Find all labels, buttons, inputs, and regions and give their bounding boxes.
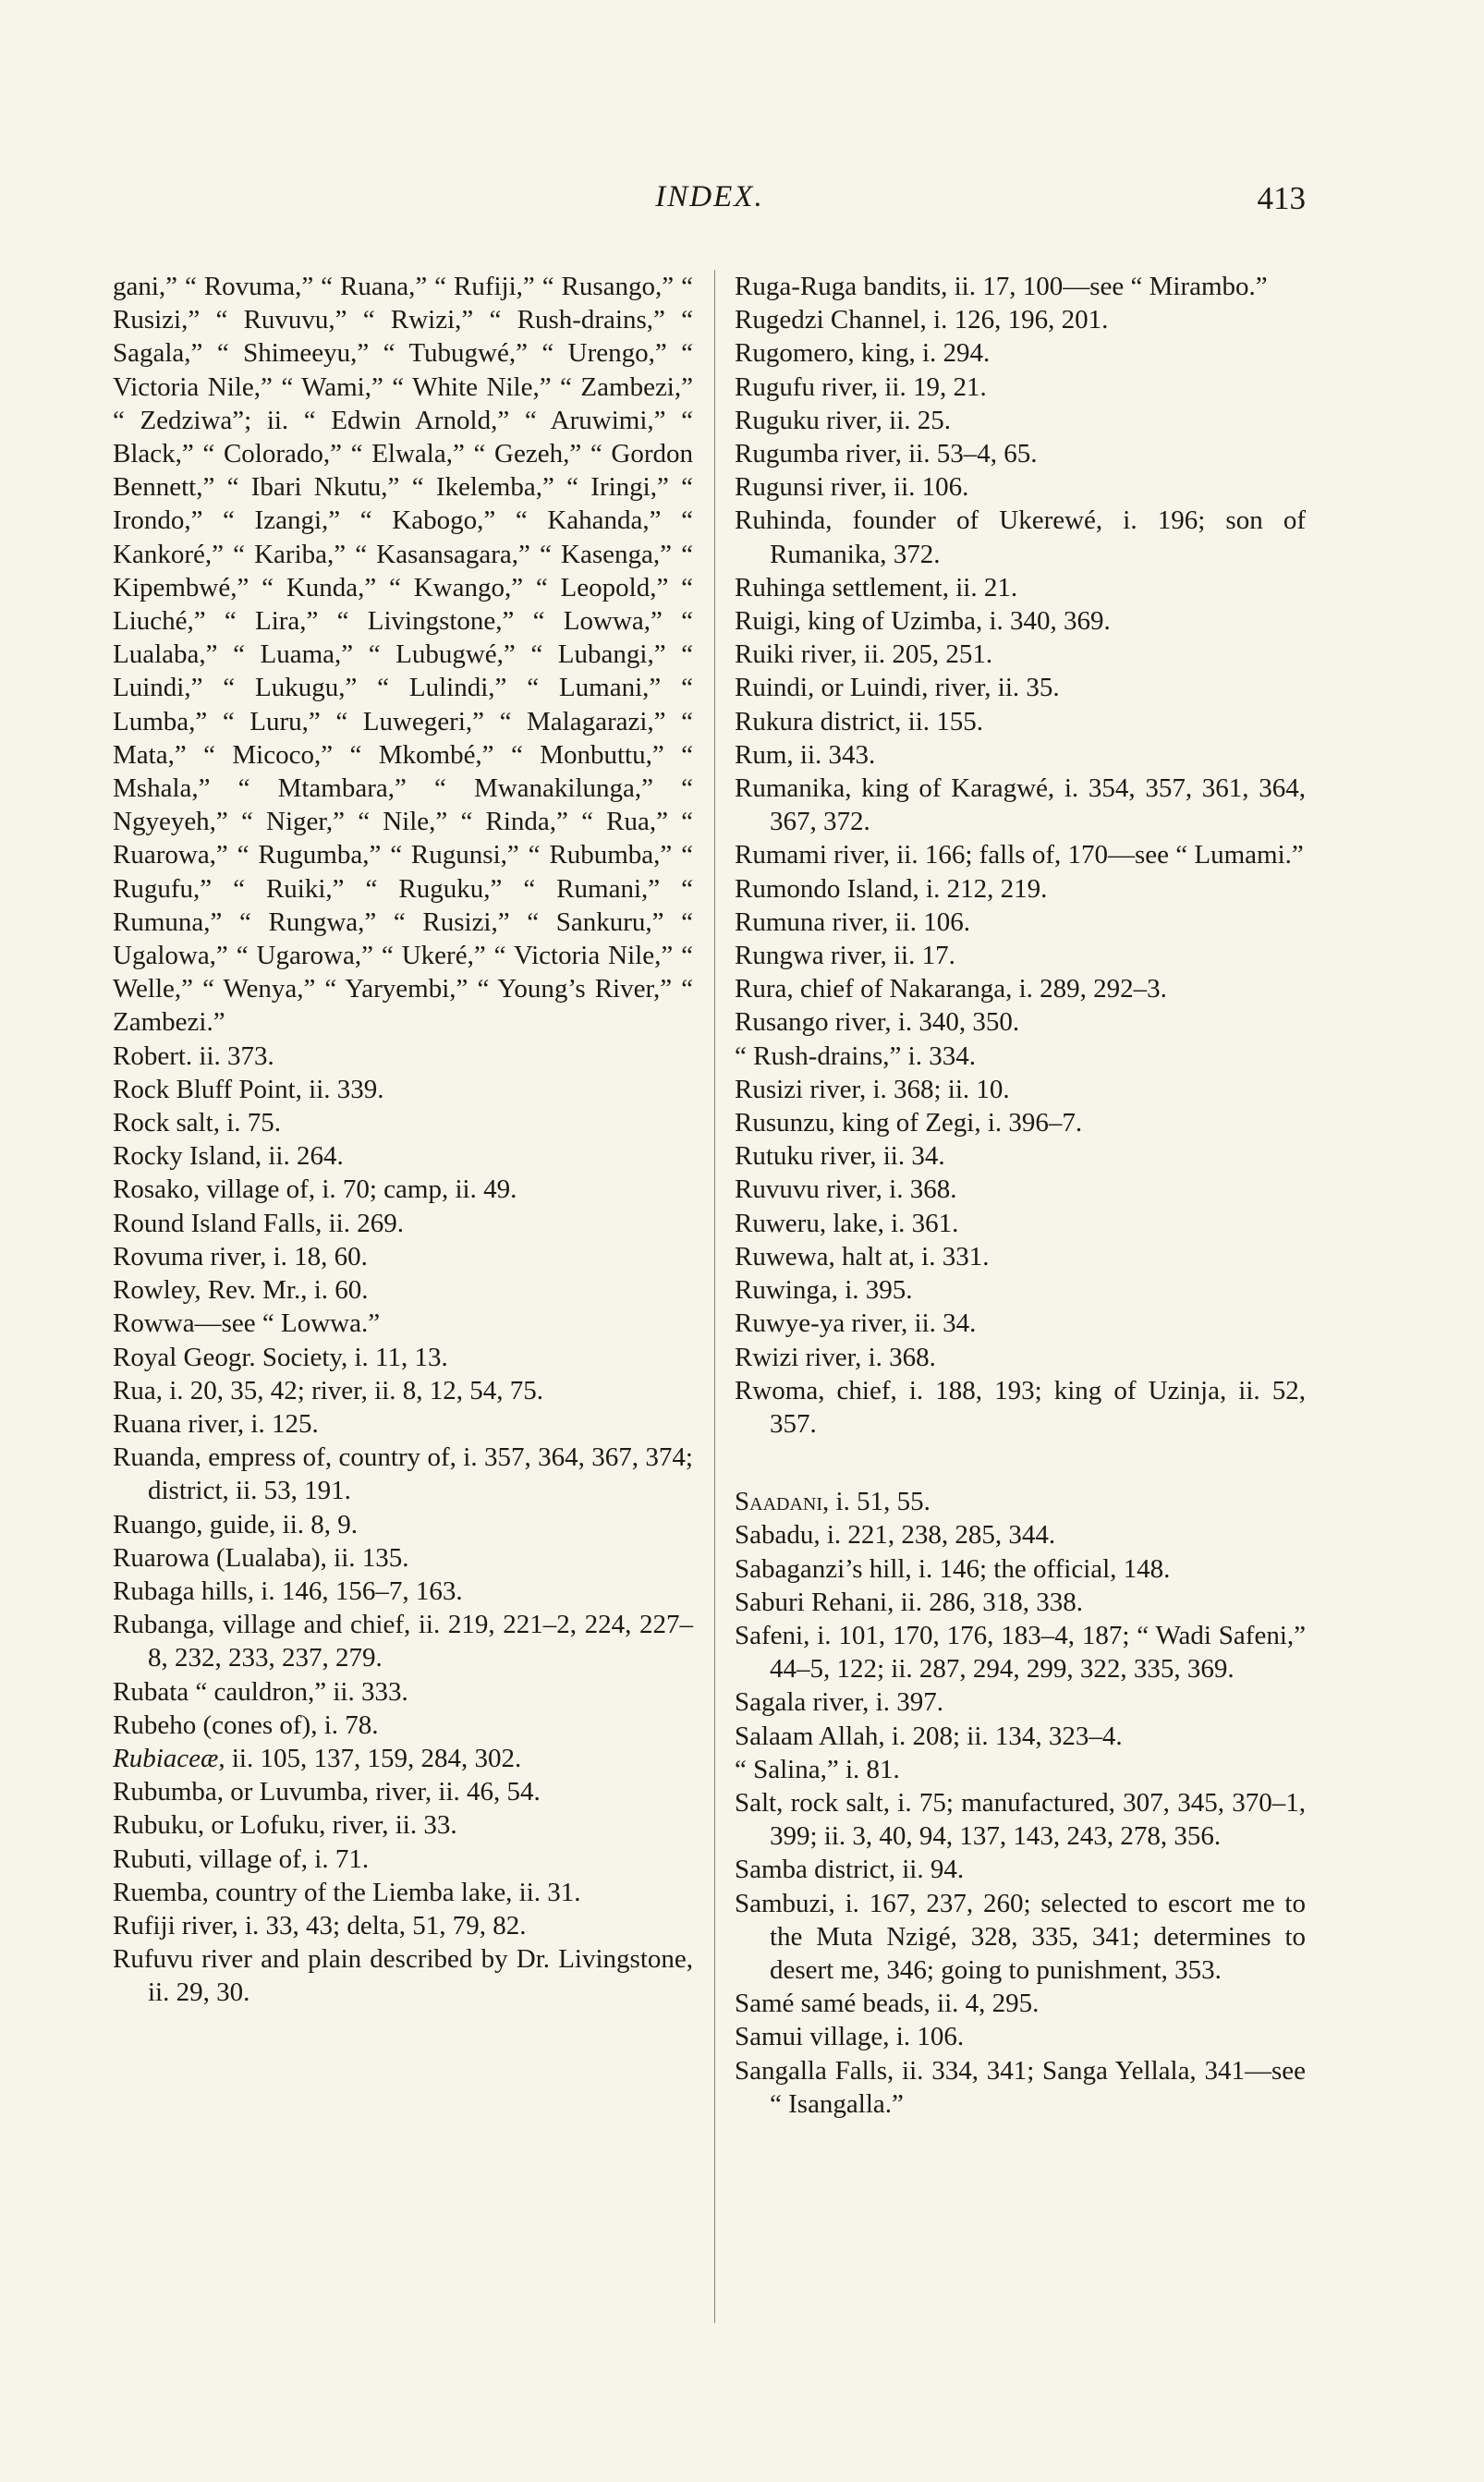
index-entry: Sabaganzi’s hill, i. 146; the official, 148. <box>735 1553 1171 1584</box>
index-entry: Rubeho (cones of), i. 78. <box>113 1709 379 1740</box>
index-entry: Rubata “ cauldron,” ii. 333. <box>113 1676 408 1707</box>
index-entry-text: , i. 51, 55. <box>822 1487 931 1517</box>
index-entry: Ruwewa, halt at, i. 331. <box>735 1241 990 1271</box>
index-entry: Rusunzu, king of Zegi, i. 396–7. <box>735 1108 1083 1138</box>
index-entry: Rubuku, or Lofuku, river, ii. 33. <box>113 1810 457 1841</box>
index-entry: Rosako, village of, i. 70; camp, ii. 49. <box>113 1174 517 1205</box>
index-entry: Rusizi river, i. 368; ii. 10. <box>735 1074 1010 1104</box>
index-entry: Sambuzi, i. 167, 237, 260; selected to escort me to the Muta Nzigé, 328, 335, 341; determines to desert me, 346; going to punishment, 353. <box>735 1888 1306 1985</box>
index-entry: “ Salina,” i. 81. <box>735 1754 900 1784</box>
index-entry: Rugunsi river, ii. 106. <box>735 472 969 503</box>
index-entry: Ruguku river, ii. 25. <box>735 405 952 435</box>
index-entry: Samba district, ii. 94. <box>735 1855 965 1885</box>
index-entry: Samé samé beads, ii. 4, 295. <box>735 1989 1040 2019</box>
index-entry: Ruanda, empress of, country of, i. 357, 364, 367, 374; district, ii. 53, 191. <box>113 1442 693 1506</box>
index-entry: Rugedzi Channel, i. 126, 196, 201. <box>735 305 1109 335</box>
index-entry: Rumondo Island, i. 212, 219. <box>735 873 1048 904</box>
index-entry: gani,” “ Rovuma,” “ Ruana,” “ Rufiji,” “ Rusango,” “ Rusizi,” “ Ruvuvu,” “ Rwizi,” “ Rush-drains,” “ Sagala,” “ Shimeeyu,” “ Tubugwé,” “ Urengo,” “ Victoria Nile,” “ Wami,” “ White Nile,” “ Zambezi,” “ Zedziwa”; ii. “ Edwin Arnold,” “ Aruwimi,” “ Black,” “ Colorado,” “ Elwala,” “ Gezeh,” “ Gordon Bennett,” “ Ibari Nkutu,” “ Ikelemba,” “ Iringi,” “ Irondo,” “ Izangi,” “ Kabogo,” “ Kahanda,” “ Kankoré,” “ Kariba,” “ Kasansagara,” “ Kasenga,” “ Kipembwé,” “ Kunda,” “ Kwango,” “ Leopold,” “ Liuché,” “ Lira,” “ Livingstone,” “ Lowwa,” “ Lualaba,” “ Luama,” “ Lubugwé,” “ Lubangi,” “ Luindi,” “ Lukugu,” “ Lulindi,” “ Lumani,” “ Lumba,” “ Luru,” “ Luwegeri,” “ Malagarazi,” “ Mata,” “ Micoco,” “ Mkombé,” “ Monbuttu,” “ Mshala,” “ Mtambara,” “ Mwanakilunga,” “ Ngyeyeh,” “ Niger,” “ Nile,” “ Rinda,” “ Rua,” “ Ruarowa,” “ Rugumba,” “ Rugunsi,” “ Rubumba,” “ Rugufu,” “ Ruiki,” “ Ruguku,” “ Rumani,” “ Rumuna,” “ Rungwa,” “ Rusizi,” “ Sankuru,” “ Ugalowa,” “ Ugarowa,” “ Ukeré,” “ Victoria Nile,” “ Welle,” “ Wenya,” “ Yaryembi,” “ Young’s River,” “ Zambezi.” <box>113 272 693 1038</box>
index-entry: Rubumba, or Luvumba, river, ii. 46, 54. <box>113 1777 541 1807</box>
index-entry: Rock Bluff Point, ii. 339. <box>113 1074 384 1104</box>
index-entry: Rugumba river, ii. 53–4, 65. <box>735 439 1038 469</box>
index-entry: Rwoma, chief, i. 188, 193; king of Uzinja, ii. 52, 357. <box>735 1375 1306 1439</box>
index-entry: Rovuma river, i. 18, 60. <box>113 1241 368 1271</box>
index-entry: Ruango, guide, ii. 8, 9. <box>113 1509 359 1539</box>
index-entry: Ruwinga, i. 395. <box>735 1275 913 1306</box>
running-header: INDEX. <box>655 180 764 213</box>
index-entry: Rubanga, village and chief, ii. 219, 221–2, 224, 227–8, 232, 233, 237, 279. <box>113 1610 693 1673</box>
index-entry: Rufuvu river and plain described by Dr. Livingstone, ii. 29, 30. <box>113 1944 693 2008</box>
index-entry: Rock salt, i. 75. <box>113 1108 282 1138</box>
index-entry: Sangalla Falls, ii. 334, 341; Sanga Yellala, 341—see “ Isangalla.” <box>735 2055 1306 2119</box>
index-entry: Rowwa—see “ Lowwa.” <box>113 1308 381 1339</box>
index-entry: Ruiki river, ii. 205, 251. <box>735 639 993 670</box>
page-number: 413 <box>1257 180 1306 216</box>
index-entry: Ruwye-ya river, ii. 34. <box>735 1308 977 1339</box>
index-entry: Rowley, Rev. Mr., i. 60. <box>113 1275 369 1306</box>
index-entry: Salt, rock salt, i. 75; manufactured, 307, 345, 370–1, 399; ii. 3, 40, 94, 137, 143, 243, 278, 356. <box>735 1787 1306 1852</box>
index-entry: Samui village, i. 106. <box>735 2022 965 2052</box>
index-entry: Robert. ii. 373. <box>113 1040 274 1071</box>
index-entry: Safeni, i. 101, 170, 176, 183–4, 187; “ Wadi Safeni,” 44–5, 122; ii. 287, 294, 299, 322, 335, 369. <box>735 1620 1306 1685</box>
right-column <box>735 270 1306 2121</box>
index-entry: Rocky Island, ii. 264. <box>113 1141 344 1172</box>
index-entry <box>113 1742 693 1775</box>
index-entry: Ruvuvu river, i. 368. <box>735 1174 957 1205</box>
index-entry: Ruweru, lake, i. 361. <box>735 1208 959 1238</box>
index-entry: Sagala river, i. 397. <box>735 1687 943 1718</box>
index-entry: Rumami river, ii. 166; falls of, 170—see “ Lumami.” <box>735 840 1304 870</box>
index-entry: “ Rush-drains,” i. 334. <box>735 1040 976 1071</box>
index-entry: Rumanika, king of Karagwé, i. 354, 357, 361, 364, 367, 372. <box>735 773 1306 837</box>
index-entry: Ruhinga settlement, ii. 21. <box>735 572 1018 602</box>
index-entry: Rubaga hills, i. 146, 156–7, 163. <box>113 1576 463 1606</box>
index-entry: Ruana river, i. 125. <box>113 1408 319 1439</box>
index-entry: Ruindi, or Luindi, river, ii. 35. <box>735 673 1060 703</box>
index-entry: Round Island Falls, ii. 269. <box>113 1208 404 1238</box>
index-entry: Rubuti, village of, i. 71. <box>113 1843 370 1874</box>
index-entry: Rufiji river, i. 33, 43; delta, 51, 79, 82. <box>113 1910 527 1941</box>
index-entry: Saburi Rehani, ii. 286, 318, 338. <box>735 1587 1083 1617</box>
index-entry: Rugomero, king, i. 294. <box>735 338 991 369</box>
index-entry: Rungwa river, ii. 17. <box>735 941 955 971</box>
index-entry <box>735 1485 1306 1518</box>
index-entry: Rura, chief of Nakaranga, i. 289, 292–3. <box>735 974 1167 1004</box>
index-entry: Salaam Allah, i. 208; ii. 134, 323–4. <box>735 1721 1123 1751</box>
index-entry: Rumuna river, ii. 106. <box>735 906 970 937</box>
index-entry: Rum, ii. 343. <box>735 739 876 770</box>
index-entry-heading: Saadani <box>735 1487 823 1517</box>
index-entry: Rwizi river, i. 368. <box>735 1342 936 1372</box>
index-entry: Rutuku river, ii. 34. <box>735 1141 945 1172</box>
index-entry: Rusango river, i. 340, 350. <box>735 1007 1020 1038</box>
index-entry: Ruhinda, founder of Ukerewé, i. 196; son of Rumanika, 372. <box>735 505 1306 569</box>
index-entry-heading: Rubiaceæ <box>113 1743 219 1773</box>
index-entry: Ruga-Ruga bandits, ii. 17, 100—see “ Mirambo.” <box>735 272 1268 301</box>
index-entry: Rugufu river, ii. 19, 21. <box>735 371 987 402</box>
index-entry: Royal Geogr. Society, i. 11, 13. <box>113 1342 448 1372</box>
index-entry: Ruarowa (Lualaba), ii. 135. <box>113 1542 409 1573</box>
index-entry: Ruemba, country of the Liemba lake, ii. 31. <box>113 1877 581 1907</box>
column-divider <box>714 270 715 2323</box>
index-entry: Sabadu, i. 221, 238, 285, 344. <box>735 1520 1056 1551</box>
left-column <box>113 270 693 2010</box>
index-entry: Ruigi, king of Uzimba, i. 340, 369. <box>735 606 1111 637</box>
index-entry-text: , ii. 105, 137, 159, 284, 302. <box>218 1743 522 1773</box>
index-entry: Rua, i. 20, 35, 42; river, ii. 8, 12, 54, 75. <box>113 1375 544 1405</box>
index-entry: Rukura district, ii. 155. <box>735 706 984 736</box>
